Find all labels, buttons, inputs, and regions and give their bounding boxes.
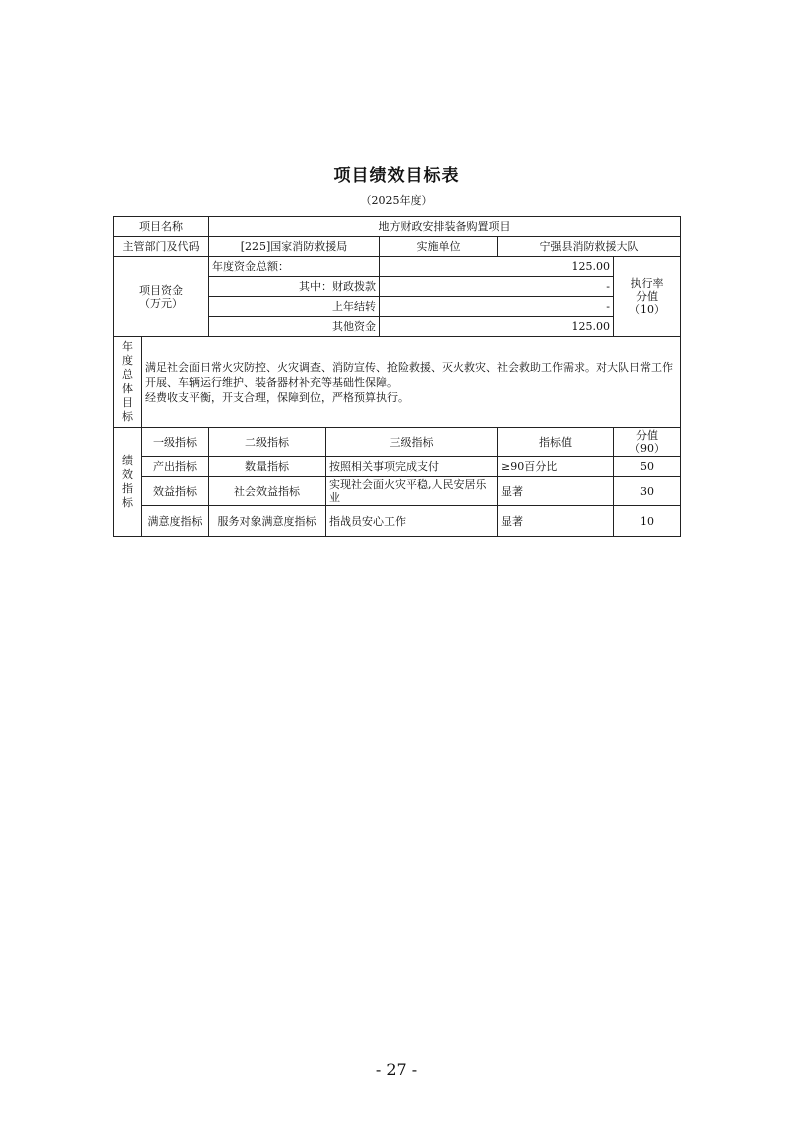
- exec-rate-cell: [614, 257, 681, 337]
- exec-rate-line3: （10）: [629, 303, 665, 316]
- indicator-level3: 指战员安心工作: [326, 506, 498, 537]
- dept-value: [225]国家消防救援局: [209, 237, 380, 257]
- goal-label-char: 标: [122, 410, 133, 423]
- indicator-value: 显著: [498, 506, 614, 537]
- table-row: [114, 477, 681, 506]
- project-name-value: 地方财政安排装备购置项目: [209, 217, 681, 237]
- indicator-level1: 满意度指标: [142, 506, 209, 537]
- header-level1: 一级指标: [142, 428, 209, 457]
- exec-rate-line1: 执行率: [630, 277, 664, 290]
- header-level2: 二级指标: [209, 428, 326, 457]
- perf-label-char: 效: [122, 468, 133, 481]
- indicator-score: 10: [614, 506, 681, 537]
- page-subtitle: （2025年度）: [360, 194, 433, 207]
- perf-label-char: 指: [122, 482, 133, 495]
- other-value: 125.00: [380, 317, 614, 337]
- indicator-score: 50: [614, 457, 681, 477]
- annual-funds-label: 年度资金总额：: [209, 257, 380, 277]
- finance-label: 其中：财政拨款: [209, 277, 380, 297]
- impl-value: 宁强县消防救援大队: [498, 237, 681, 257]
- project-name-label: 项目名称: [114, 217, 209, 237]
- goal-text-line1: 满足社会面日常火灾防控、火灾调查、消防宣传、抢险救援、灭火救灾、社会救助工作需求。对大队日常工作开展、车辆运行维护、装备器材补充等基础性保障。: [145, 360, 673, 389]
- goal-text-line2: 经费收支平衡，开支合理，保障到位，严格预算执行。: [145, 390, 409, 404]
- header-score-line1: 分值: [636, 429, 658, 442]
- goal-label-char: 目: [122, 396, 133, 409]
- indicator-level3: 实现社会面火灾平稳,人民安居乐业: [326, 477, 498, 506]
- department-row: [114, 237, 681, 257]
- page-title: 项目绩效目标表: [333, 166, 460, 186]
- indicator-level2: 服务对象满意度指标: [209, 506, 326, 537]
- perf-label: [114, 428, 142, 537]
- header-level3: 三级指标: [326, 428, 498, 457]
- indicator-level1: 产出指标: [142, 457, 209, 477]
- goal-label-char: 体: [122, 382, 133, 395]
- funds-label-line2: （万元）: [139, 296, 183, 310]
- carryover-value: -: [380, 297, 614, 317]
- indicator-header-row: [114, 428, 681, 457]
- goal-label-char: 年: [122, 340, 133, 353]
- dept-label: 主管部门及代码: [114, 237, 209, 257]
- goal-row: [114, 337, 681, 428]
- carryover-label: 上年结转: [209, 297, 380, 317]
- annual-funds-value: 125.00: [380, 257, 614, 277]
- indicator-value: ≥90百分比: [498, 457, 614, 477]
- impl-label: 实施单位: [380, 237, 498, 257]
- page-number: - 27 -: [375, 1060, 418, 1079]
- funds-label-line1: 项目资金: [139, 283, 183, 297]
- project-name-row: [114, 217, 681, 237]
- performance-goal-table: [113, 216, 681, 537]
- table-row: [114, 506, 681, 537]
- indicator-value: 显著: [498, 477, 614, 506]
- indicator-level3: 按照相关事项完成支付: [326, 457, 498, 477]
- header-value: 指标值: [498, 428, 614, 457]
- goal-label-char: 度: [122, 354, 133, 367]
- goal-label: [114, 337, 142, 428]
- goal-label-char: 总: [122, 368, 133, 381]
- table-row: [114, 457, 681, 477]
- goal-text: [142, 337, 681, 428]
- header-score: [614, 428, 681, 457]
- exec-rate-line2: 分值: [636, 290, 658, 303]
- header-score-line2: （90）: [629, 442, 665, 455]
- perf-label-char: 标: [122, 496, 133, 509]
- indicator-score: 30: [614, 477, 681, 506]
- other-label: 其他资金: [209, 317, 380, 337]
- indicator-level1: 效益指标: [142, 477, 209, 506]
- funds-row-annual: [114, 257, 681, 277]
- funds-label: [114, 257, 209, 337]
- perf-label-char: 绩: [122, 454, 133, 467]
- indicator-level2: 数量指标: [209, 457, 326, 477]
- finance-value: -: [380, 277, 614, 297]
- indicator-level2: 社会效益指标: [209, 477, 326, 506]
